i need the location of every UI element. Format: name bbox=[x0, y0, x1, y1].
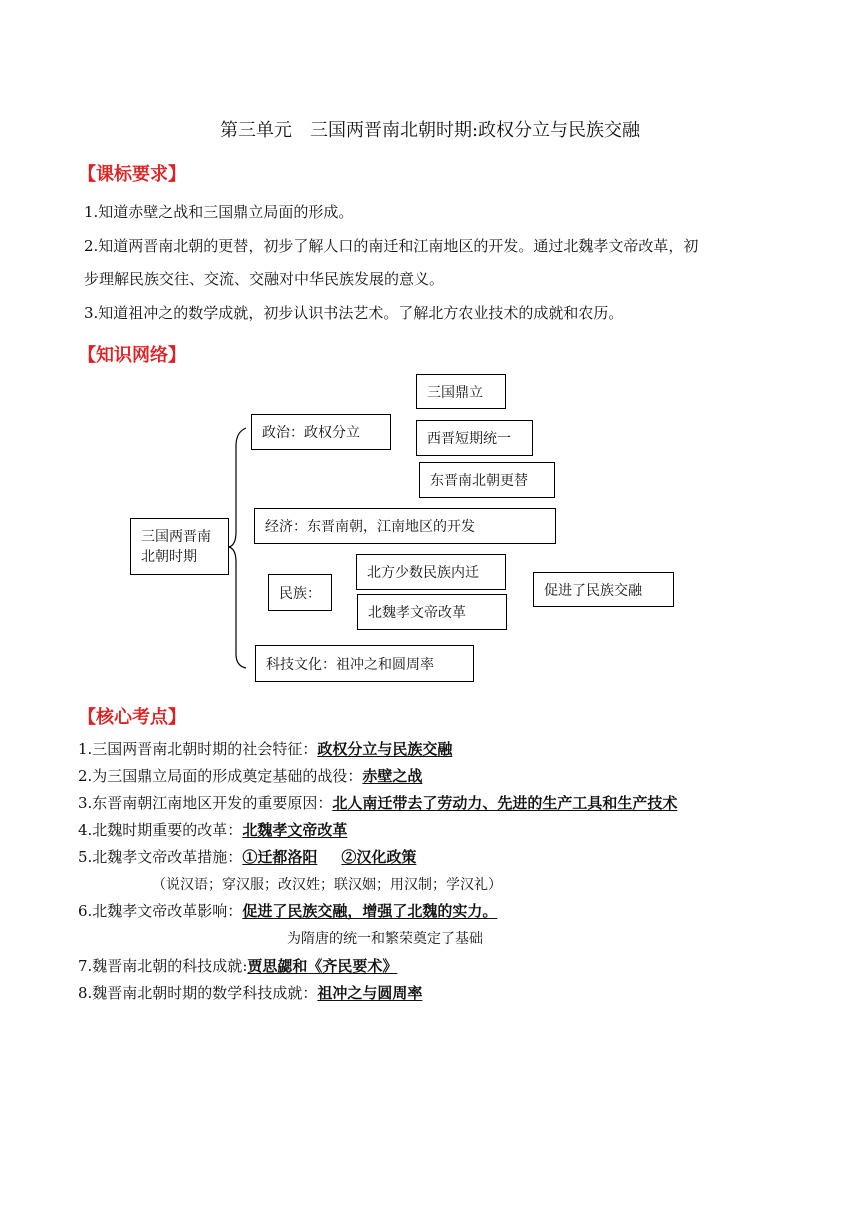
diagram-root-box bbox=[130, 518, 229, 575]
page-title: 第三单元 三国两晋南北朝时期:政权分立与民族交融 bbox=[219, 120, 641, 141]
core-point-answer: 政权分立与民族交融 bbox=[317, 740, 453, 758]
core-point-5 bbox=[78, 848, 416, 866]
requirement-1: 1.知道赤壁之战和三国鼎立局面的形成。 bbox=[84, 203, 354, 221]
core-point-2 bbox=[78, 767, 422, 785]
core-point-6 bbox=[78, 902, 497, 920]
core-point-4 bbox=[78, 821, 347, 839]
core-point-question: 8.魏晋南北朝时期的数学科技成就： bbox=[78, 984, 318, 1002]
requirement-3: 3.知道祖冲之的数学成就，初步认识书法艺术。了解北方农业技术的成就和农历。 bbox=[84, 304, 624, 322]
section-core: 【核心考点】 bbox=[78, 707, 186, 728]
core-point-question: 7.魏晋南北朝的科技成就: bbox=[78, 957, 248, 975]
requirement-2: 2.知道两晋南北朝的更替，初步了解人口的南迁和江南地区的开发。通过北魏孝文帝改革，初 bbox=[84, 237, 699, 255]
core-point-answer: 贾思勰和《齐民要术》 bbox=[247, 957, 398, 975]
section-requirements: 【课标要求】 bbox=[78, 164, 186, 185]
diagram-root-line2: 北朝时期 bbox=[141, 548, 197, 565]
core-point-answer: 促进了民族交融，增强了北魏的实力。 bbox=[242, 902, 498, 920]
diagram-brace bbox=[229, 428, 246, 668]
diagram-western-jin-box: 西晋短期统一 bbox=[416, 420, 533, 456]
core-point-question: 5.北魏孝文帝改革措施： bbox=[78, 848, 243, 866]
diagram-politics-box: 政治：政权分立 bbox=[251, 414, 391, 450]
diagram-ethnic-box: 民族： bbox=[268, 574, 332, 611]
core-point-answer: 祖冲之与圆周率 bbox=[317, 984, 423, 1002]
requirement-2-cont: 步理解民族交往、交流、交融对中华民族发展的意义。 bbox=[84, 270, 445, 288]
core-point-answer: 赤壁之战 bbox=[362, 767, 423, 785]
reform-impact-extra: 为隋唐的统一和繁荣奠定了基础 bbox=[287, 931, 483, 947]
diagram-eastern-jin-box: 东晋南北朝更替 bbox=[419, 462, 555, 498]
section-network: 【知识网络】 bbox=[78, 345, 186, 366]
core-point-answer: 北魏孝文帝改革 bbox=[242, 821, 348, 839]
core-point-question: 1.三国两晋南北朝时期的社会特征： bbox=[78, 740, 318, 758]
core-point-question: 2.为三国鼎立局面的形成奠定基础的战役： bbox=[78, 767, 363, 785]
diagram-fusion-box: 促进了民族交融 bbox=[533, 572, 674, 607]
core-point-1 bbox=[78, 740, 452, 758]
core-point-question: 4.北魏时期重要的改革： bbox=[78, 821, 243, 839]
core-point-3 bbox=[78, 794, 677, 812]
diagram-three-kingdoms-box: 三国鼎立 bbox=[416, 374, 506, 409]
core-point-answer: 北人南迁带去了劳动力、先进的生产工具和生产技术 bbox=[332, 794, 678, 812]
reform-measures-detail: （说汉语；穿汉服；改汉姓；联汉姻；用汉制；学汉礼） bbox=[152, 877, 502, 893]
diagram-culture-box: 科技文化：祖冲之和圆周率 bbox=[255, 645, 474, 682]
core-point-question: 3.东晋南朝江南地区开发的重要原因： bbox=[78, 794, 333, 812]
core-point-8 bbox=[78, 984, 422, 1002]
core-point-answer-2: ②汉化政策 bbox=[341, 848, 417, 866]
diagram-economy-box: 经济：东晋南朝，江南地区的开发 bbox=[254, 508, 556, 544]
diagram-migration-box: 北方少数民族内迁 bbox=[356, 554, 506, 590]
core-point-7 bbox=[78, 957, 397, 975]
diagram-reform-box: 北魏孝文帝改革 bbox=[357, 594, 507, 630]
diagram-root-line1: 三国两晋南 bbox=[141, 528, 211, 545]
core-point-question: 6.北魏孝文帝改革影响： bbox=[78, 902, 243, 920]
core-point-answer: ①迁都洛阳 bbox=[242, 848, 318, 866]
